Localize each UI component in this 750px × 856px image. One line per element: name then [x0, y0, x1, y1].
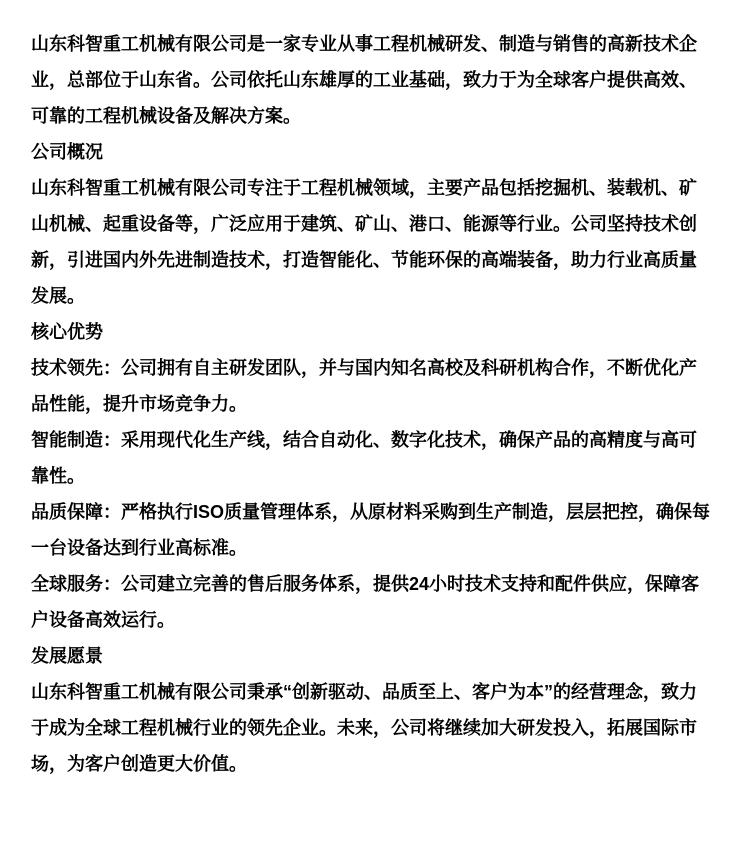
intro-paragraph: 山东科智重工机械有限公司是一家专业从事工程机械研发、制造与销售的高新技术企业，总部位于山东省。公司依托山东雄厚的工业基础，致力于为全球客户提供高效、可靠的工程机械设备及解决方案。: [31, 34, 697, 126]
advantage-technology-paragraph: 技术领先：公司拥有自主研发团队，并与国内知名高校及科研机构合作，不断优化产品性能，提升市场竞争力。: [31, 358, 697, 414]
section-heading-development-vision: 发展愿景: [31, 646, 103, 666]
section-heading-core-advantages: 核心优势: [31, 322, 103, 342]
section-heading-company-overview: 公司概况: [31, 142, 103, 162]
company-overview-paragraph: 山东科智重工机械有限公司专注于工程机械领域，主要产品包括挖掘机、装载机、矿山机械、起重设备等，广泛应用于建筑、矿山、港口、能源等行业。公司坚持技术创新，引进国内外先进制造技术，打造智能化、节能环保的高端装备，助力行业高质量发展。: [31, 178, 697, 306]
development-vision-paragraph: 山东科智重工机械有限公司秉承“创新驱动、品质至上、客户为本”的经营理念，致力于成为全球工程机械行业的领先企业。未来，公司将继续加大研发投入，拓展国际市场，为客户创造更大价值。: [31, 682, 697, 774]
advantage-quality-assurance-paragraph: 品质保障：严格执行ISO质量管理体系，从原材料采购到生产制造，层层把控，确保每一台设备达到行业高标准。: [31, 502, 711, 558]
advantage-smart-manufacturing-paragraph: 智能制造：采用现代化生产线，结合自动化、数字化技术，确保产品的高精度与高可靠性。: [31, 430, 697, 486]
advantage-global-service-paragraph: 全球服务：公司建立完善的售后服务体系，提供24小时技术支持和配件供应，保障客户设备高效运行。: [31, 574, 700, 630]
